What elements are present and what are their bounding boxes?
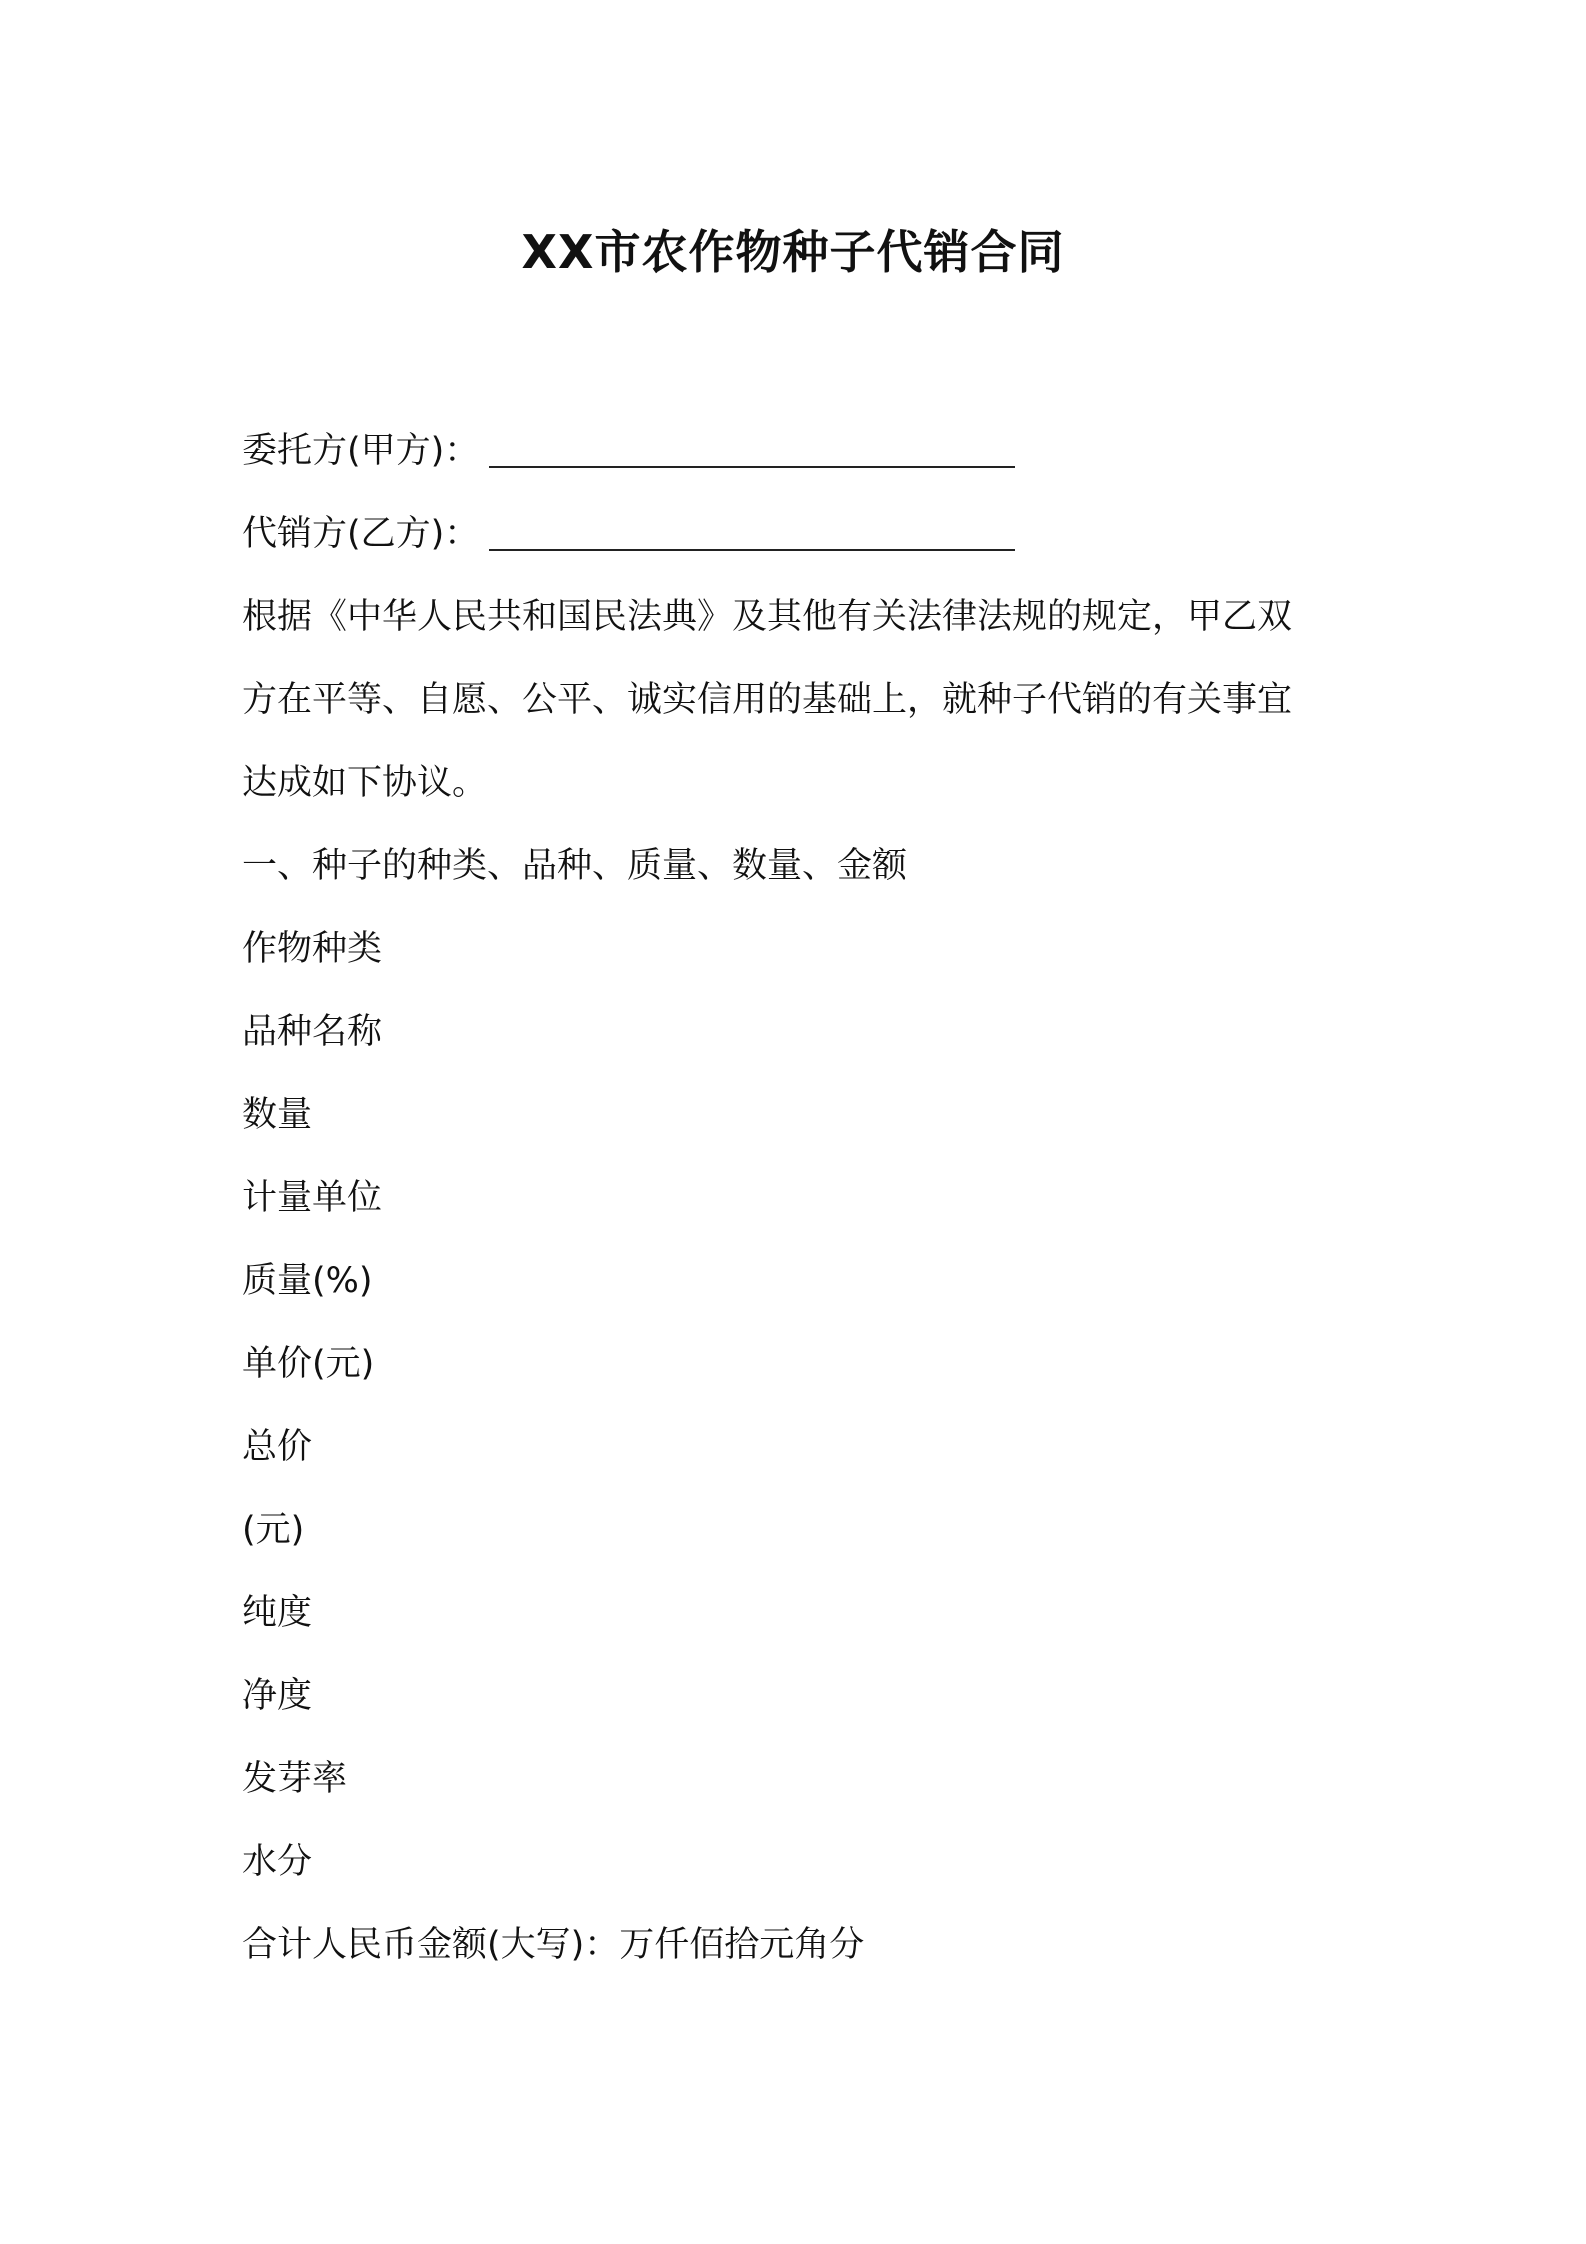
field-unit-price: 单价(元) [242,1344,375,1384]
document-title: XX市农作物种子代销合同 [521,225,1065,279]
party-a-blank-field[interactable] [489,426,1015,468]
field-crop-type: 作物种类 [242,929,383,969]
party-a-line [242,410,1362,493]
field-cleanliness: 净度 [242,1676,313,1716]
field-total-price: 总价 [242,1427,313,1467]
field-quantity: 数量 [242,1095,313,1135]
field-variety-name: 品种名称 [242,1012,383,1052]
party-b-label: 代销方(乙方)： [242,514,480,554]
party-b-line [242,493,1362,576]
field-quality: 质量(%) [242,1261,373,1301]
section-1-heading: 一、种子的种类、品种、质量、数量、金额 [242,846,908,886]
party-b-blank-field[interactable] [489,509,1015,551]
total-amount-line: 合计人民币金额(大写)：万仟佰拾元角分 [242,1925,865,1965]
preamble-line-2: 方在平等、自愿、公平、诚实信用的基础上，就种子代销的有关事宜 [242,680,1293,720]
preamble-line-3: 达成如下协议。 [242,763,488,803]
field-moisture: 水分 [242,1842,313,1882]
document-body [242,410,1362,1987]
field-germination-rate: 发芽率 [242,1759,348,1799]
field-purity: 纯度 [242,1593,313,1633]
field-total-price-unit: (元) [242,1510,305,1550]
preamble-line-1: 根据《中华人民共和国民法典》及其他有关法律法规的规定，甲乙双 [242,597,1293,637]
party-a-label: 委托方(甲方)： [242,431,480,471]
field-unit: 计量单位 [242,1178,383,1218]
